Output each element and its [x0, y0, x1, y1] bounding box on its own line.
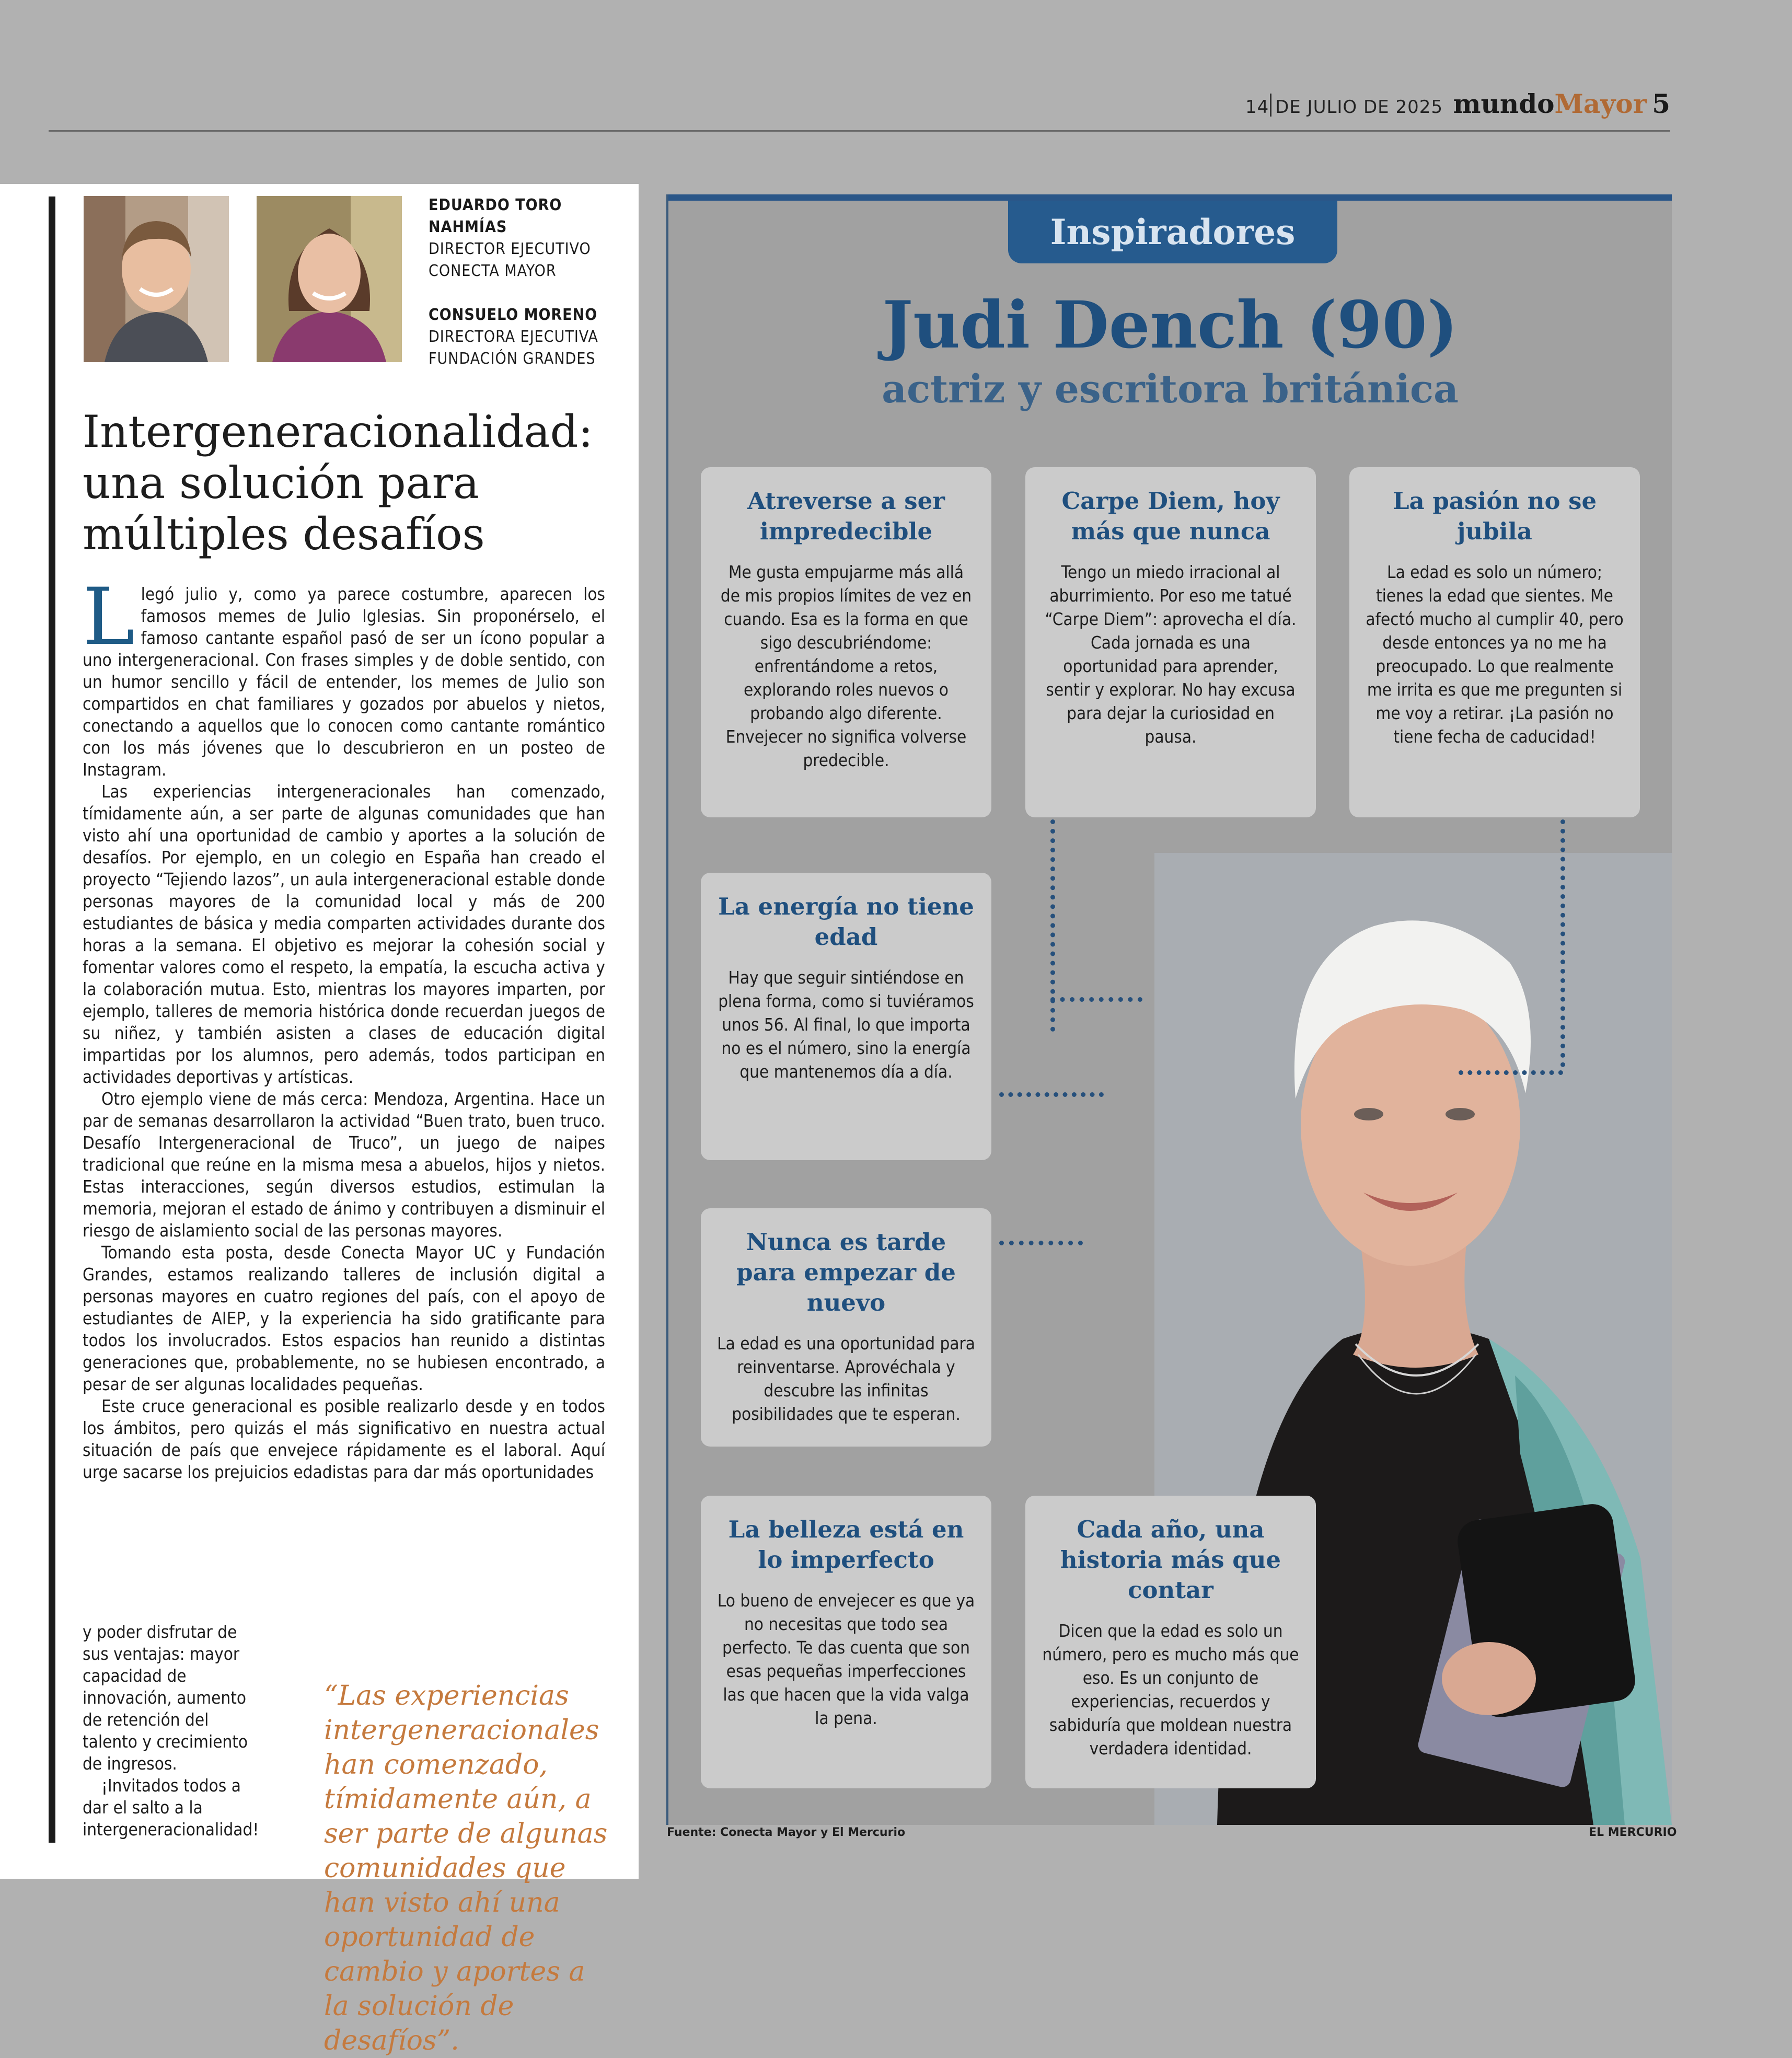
article-headline	[83, 406, 605, 560]
pull-quote: “Las experiencias intergeneracionales han comenzado, tímidamente aún, a ser parte de algunas comunidades que han visto ahí una oportunidad de cambio y aportes a la solución de desafíos”.	[324, 1680, 608, 2056]
source-note: Fuente: Conecta Mayor y El Mercurio	[667, 1826, 906, 1839]
subject-role: actriz y escritora británica	[882, 367, 1459, 412]
opinion-column	[0, 184, 639, 2056]
article-body	[83, 572, 605, 1483]
body-paragraph	[83, 572, 605, 781]
body-paragraph: Las experiencias intergeneracionales han comenzado, tímidamente aún, a ser parte de algunas comunidades que han visto ahí una oportunidad de cambio y aportes a la solución de desafíos. Por ejemplo, en un colegio en España han creado el proyecto “Tejiendo lazos”, un aula intergeneracional estable donde personas mayores de la comunidad local y más de 200 estudiantes de básica y media comparten actividades durante dos horas a la semana. El objetivo es mejorar la cohesión social y fomentar valores como el respeto, la empatía, la escucha activa y la colaboración mutua. Esto, mientras los mayores imparten, por ejemplo, talleres de memoria histórica donde recuerdan juegos de su niñez, y también asisten a clases de educación digital impartidas por los alumnos, pero además, todos participan en actividades deportivas y artísticas.	[83, 781, 605, 1087]
headline-line-1: Intergeneracionalidad:	[83, 406, 593, 457]
card-title: Carpe Diem, hoy más que nunca	[1061, 487, 1280, 545]
body-paragraph: Este cruce generacional es posible realizarlo desde y en todos los ámbitos, pero quizás el más significativo en nuestra actual situación de país que envejece rápidamente es el laboral. Aquí urge sacarse los prejuicios edadistas para dar más oportunidades	[83, 1396, 605, 1482]
header-brand	[1453, 88, 1647, 119]
card-text: Tengo un miedo irracional al aburrimiento. Por eso me tatué “Carpe Diem”: aprovecha el día. Cada jornada es una oportunidad para aprender, sentir y explorar. No hay excusa para dejar la curiosidad en pausa.	[1045, 562, 1297, 747]
card-title: La pasión no se jubila	[1392, 487, 1597, 545]
author-2-role-line1: DIRECTORA EJECUTIVA	[429, 328, 598, 346]
author-2-role-line2: FUNDACIÓN GRANDES	[429, 350, 596, 368]
author-1-role-line1: DIRECTOR EJECUTIVO	[429, 240, 591, 258]
infographic-top-rule	[668, 194, 1672, 201]
page-number: 5	[1652, 88, 1670, 119]
author-1-role-line2: CONECTA MAYOR	[429, 262, 557, 280]
card-title: La belleza está en lo imperfecto	[728, 1516, 964, 1574]
drop-cap: L	[83, 572, 135, 663]
subject-name: Judi Dench (90)	[882, 287, 1458, 363]
page-header	[49, 86, 1670, 132]
body-paragraph: Otro ejemplo viene de más cerca: Mendoza, Argentina. Hace un par de semanas desarrollaron la actividad “Buen trato, buen truco. Desafío Intergeneracional de Truco”, un juego de naipes tradicional que reúne en la misma mesa a abuelos, hijos y nietos. Estas interacciones, según diversos estudios, estimulan la memoria, mejoran el estado de ánimo y contribuyen a disminuir el riesgo de aislamiento social de las personas mayores.	[83, 1089, 605, 1241]
quote-card	[701, 873, 991, 1160]
card-text: La edad es solo un número; tienes la edad que sientes. Me afectó mucho al cumplir 40, pero desde entonces ya no me ha preocupado. Lo que realmente me irrita es que me pregunten si me voy a retirar. ¡La pasión no tiene fecha de caducidad!	[1366, 562, 1624, 747]
card-title: Cada año, una historia más que contar	[1060, 1516, 1281, 1604]
card-text: Dicen que la edad es solo un número, pero es mucho más que eso. Es un conjunto de experiencias, recuerdos y sabiduría que moldean nuestra verdadera identidad.	[1042, 1621, 1299, 1759]
card-text: La edad es una oportunidad para reinventarse. Aprovéchala y descubre las infinitas posibilidades que te esperan.	[717, 1333, 975, 1424]
infographic-panel	[666, 194, 1672, 1825]
credit: EL MERCURIO	[1589, 1826, 1677, 1839]
card-text: Me gusta empujarme más allá de mis propios límites de vez en cuando. Esa es la forma en que sigo descubriéndome: enfrentándome a retos, explorando roles nuevos o probando algo diferente. Envejecer no significa volverse predecible.	[720, 562, 972, 770]
body-paragraph-text: legó julio y, como ya parece costumbre, aparecen los famosos memes de Julio Iglesias. Sin proponérselo, el famoso cantante español pasó de ser un ícono popular a uno intergeneracional. Con frases simples y de doble sentido, con un humor sencillo y fácil de entender, los memes de Julio son compartidos en chat familiares y gozados por abuelos y nietos, conectando a aquellos que lo conocen como cantante romántico con los más jóvenes que lo descubrieron en un posteo de Instagram.	[83, 584, 605, 780]
quote-card	[1349, 467, 1640, 817]
headline-line-2: una solución para	[83, 457, 479, 508]
headline-line-3: múltiples desafíos	[83, 508, 485, 560]
header-date: 14 DE JULIO DE 2025	[1245, 97, 1443, 118]
card-title: Nunca es tarde para empezar de nuevo	[736, 1228, 956, 1316]
brand-mayor: Mayor	[1554, 88, 1647, 119]
dotted-connector	[1560, 819, 1565, 1067]
author-credits	[429, 194, 598, 370]
section-tag: Inspiradores	[1008, 201, 1337, 263]
quote-card	[701, 1496, 991, 1788]
card-title: Atreverse a ser impredecible	[747, 487, 945, 545]
author-1-name-line1: EDUARDO TORO	[429, 196, 562, 214]
column-rule	[49, 196, 55, 1843]
card-title: La energía no tiene edad	[718, 893, 974, 951]
quote-card	[1025, 1496, 1316, 1788]
author-2-name: CONSUELO MORENO	[429, 306, 598, 324]
author-photo-consuelo	[257, 196, 402, 362]
brand-mundo: mundo	[1453, 88, 1555, 119]
author-photo-eduardo	[84, 196, 229, 362]
dotted-connector	[1459, 1070, 1563, 1075]
quote-card	[1025, 467, 1316, 817]
body-paragraph-narrow: y poder disfrutar de sus ventajas: mayor capacidad de innovación, aumento de retención del talento y crecimiento de ingresos.	[83, 1622, 248, 1774]
body-paragraph: Tomando esta posta, desde Conecta Mayor UC y Fundación Grandes, estamos realizando talleres de inclusión digital a personas mayores en cuatro regiones del país, con el apoyo de estudiantes de AIEP, y la experiencia ha sido gratificante para todos los involucrados. Estos espacios han reunido a distintas generaciones que, probablemente, no se hubiesen encontrado, a pesar de ser algunas localidades pequeñas.	[83, 1242, 605, 1394]
author-1-name-line2: NAHMÍAS	[429, 218, 507, 236]
quote-card	[701, 467, 991, 817]
article-body-narrow	[83, 1621, 259, 1841]
dotted-connector	[1050, 997, 1142, 1002]
card-text: Hay que seguir sintiéndose en plena forma, como si tuviéramos unos 56. Al final, lo que importa no es el número, sino la energía que mantenemos día a día.	[718, 967, 974, 1082]
dotted-connector	[999, 1241, 1083, 1245]
quote-card	[701, 1208, 991, 1447]
body-paragraph-closing: ¡Invitados todos a dar el salto a la intergeneracionalidad!	[83, 1775, 259, 1840]
card-text: Lo bueno de envejecer es que ya no necesitas que todo sea perfecto. Te das cuenta que son esas pequeñas imperfecciones las que hacen que la vida valga la pena.	[717, 1590, 975, 1728]
dotted-connector	[999, 1092, 1104, 1097]
